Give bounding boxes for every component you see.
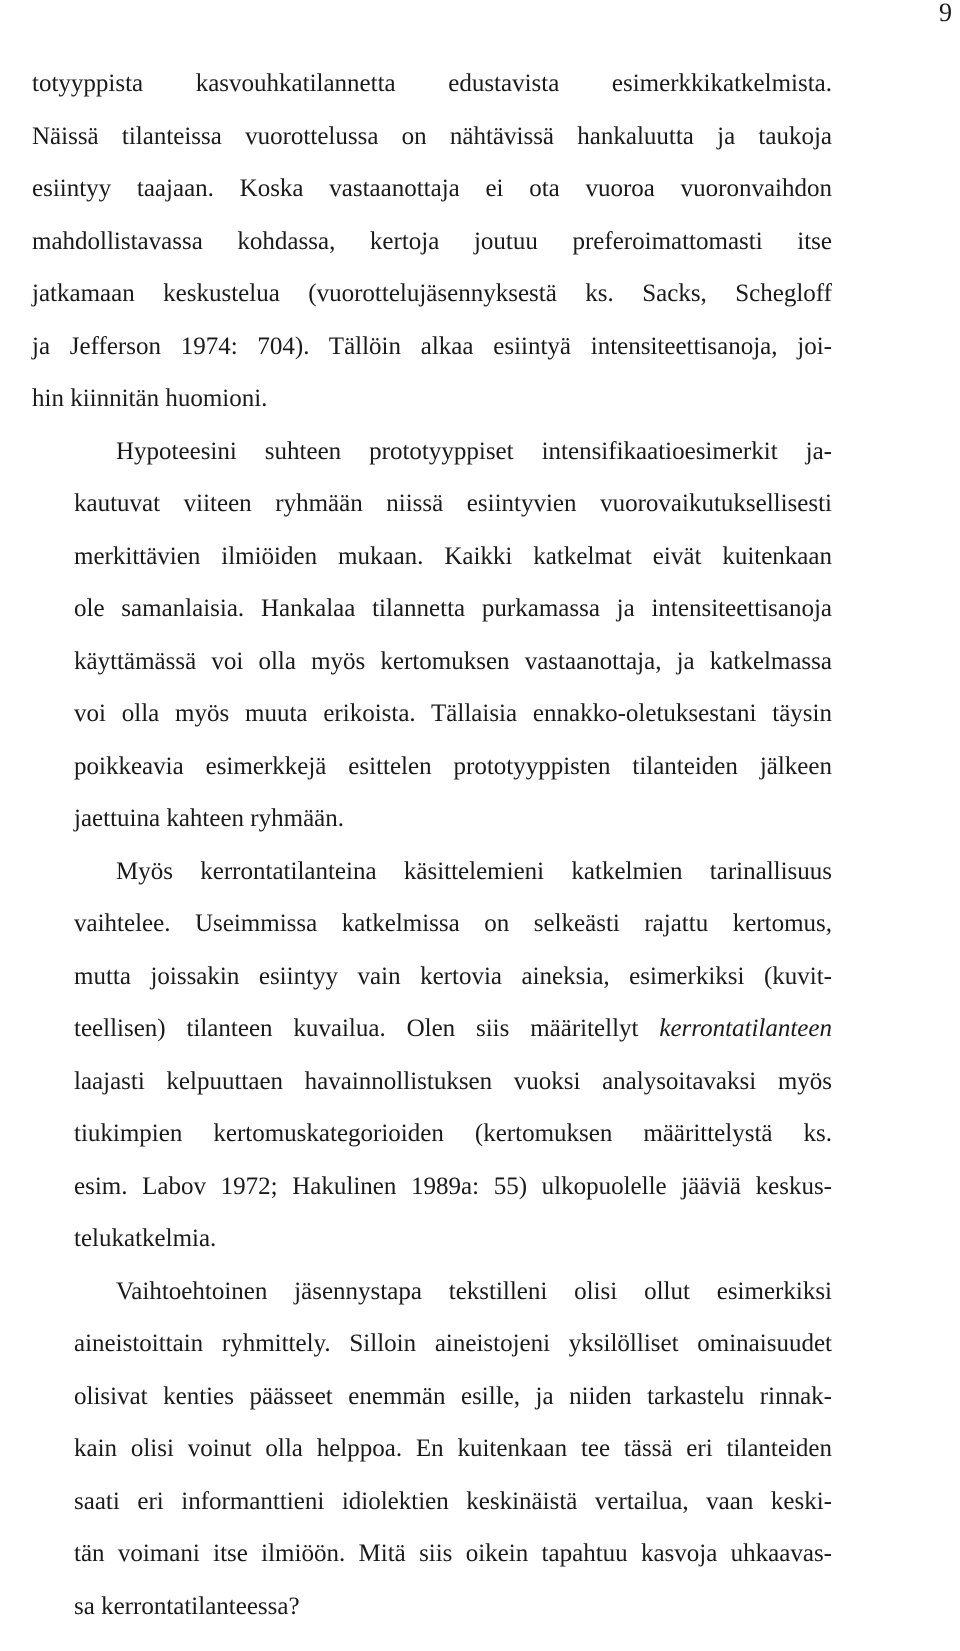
text-line: Näissä tilanteissa vuorottelussa on nähtävissä hankaluutta ja taukoja (32, 122, 832, 150)
text-line: hin kiinnitän huomioni. (32, 385, 268, 412)
paragraph-2 (32, 426, 832, 846)
text-line: tän voimani itse ilmiöön. Mitä siis oikein tapahtuu kasvoja uhkaavas- (74, 1540, 832, 1567)
text-line: ja Jefferson 1974: 704). Tällöin alkaa esiintyä intensiteettisanoja, joi- (32, 332, 832, 360)
text-line: mutta joissakin esiintyy vain kertovia aineksia, esimerkiksi (kuvit- (74, 962, 832, 990)
text-run: teellisen) tilanteen kuvailua. Olen siis määritellyt (74, 1015, 660, 1042)
text-line: ole samanlaisia. Hankalaa tilannetta purkamassa ja intensiteettisanoja (74, 595, 832, 622)
text-line: esim. Labov 1972; Hakulinen 1989a: 55) ulkopuolelle jääviä keskus- (74, 1172, 832, 1200)
italic-term: kerrontatilanteen (659, 1015, 832, 1042)
text-line: käyttämässä voi olla myös kertomuksen vastaanottaja, ja katkelmassa (74, 647, 832, 675)
text-line: Hypoteesini suhteen prototyyppiset intensifikaatioesimerkit ja- (116, 437, 832, 465)
text-line: Myös kerrontatilanteina käsittelemieni katkelmien tarinallisuus (116, 857, 832, 885)
paragraph-1 (32, 58, 832, 426)
text-line: aineistoittain ryhmittely. Silloin aineistojeni yksilölliset ominaisuudet (74, 1330, 832, 1357)
text-line: jaettuina kahteen ryhmään. (74, 805, 345, 832)
text-line: jatkamaan keskustelua (vuorottelujäsennyksestä ks. Sacks, Schegloff (32, 280, 832, 307)
text-line: voi olla myös muuta erikoista. Tällaisia ennakko-oletuksestani täysin (74, 700, 832, 727)
body-text (32, 58, 832, 1633)
text-line: poikkeavia esimerkkejä esittelen prototyyppisten tilanteiden jälkeen (74, 752, 832, 780)
text-line: tiukimpien kertomuskategorioiden (kertomuksen määrittelystä ks. (74, 1120, 832, 1147)
text-line: mahdollistavassa kohdassa, kertoja joutuu preferoimattomasti itse (32, 227, 832, 255)
text-line: kautuvat viiteen ryhmään niissä esiintyvien vuorovaikutuksellisesti (74, 490, 832, 517)
text-line: esiintyy taajaan. Koska vastaanottaja ei ota vuoroa vuoronvaihdon (32, 175, 832, 202)
text-line: laajasti kelpuuttaen havainnollistuksen vuoksi analysoitavaksi myös (74, 1067, 832, 1095)
text-line: olisivat kenties päässeet enemmän esille, ja niiden tarkastelu rinnak- (74, 1382, 832, 1410)
text-line: Vaihtoehtoinen jäsennystapa tekstilleni olisi ollut esimerkiksi (116, 1277, 832, 1305)
text-line: totyyppista kasvouhkatilannetta edustavista esimerkkikatkelmista. (32, 70, 832, 97)
text-line: kain olisi voinut olla helppoa. En kuitenkaan tee tässä eri tilanteiden (74, 1435, 832, 1462)
text-line: vaihtelee. Useimmissa katkelmissa on selkeästi rajattu kertomus, (74, 910, 832, 937)
text-line: sa kerrontatilanteessa? (74, 1592, 300, 1620)
paragraph-4 (32, 1266, 832, 1634)
paragraph-3 (32, 846, 832, 1266)
text-line-with-term (32, 1003, 832, 1056)
page-number: 9 (939, 0, 952, 27)
text-line: merkittävien ilmiöiden mukaan. Kaikki katkelmat eivät kuitenkaan (74, 542, 832, 570)
text-line: saati eri informanttieni idiolektien keskinäistä vertailua, vaan keski- (74, 1487, 832, 1515)
text-line: telukatkelmia. (74, 1225, 217, 1252)
